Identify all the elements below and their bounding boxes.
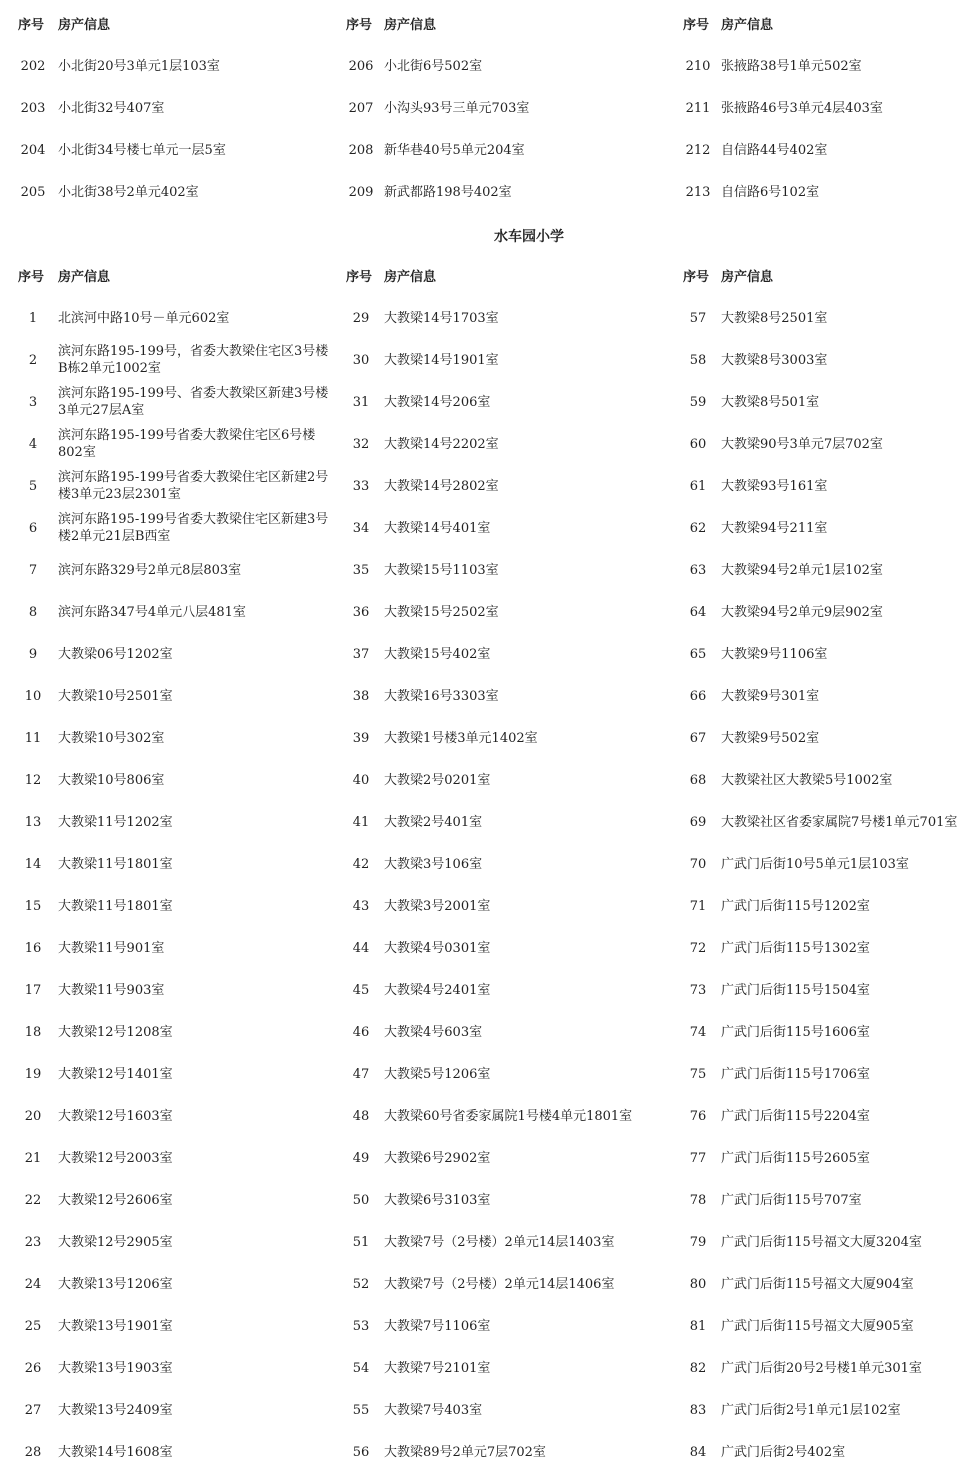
row-number: 4 (28, 437, 38, 452)
row-number: 50 (352, 1193, 370, 1208)
header-info-label: 房产信息 (58, 18, 111, 33)
row-number: 72 (689, 941, 707, 956)
property-info: 大教梁9号301室 (721, 689, 820, 704)
table-row (0, 1306, 976, 1348)
property-info: 大教梁90号3单元7层702室 (721, 437, 883, 452)
row-number: 83 (689, 1403, 707, 1418)
row-number: 68 (689, 773, 707, 788)
row-number: 67 (689, 731, 707, 746)
property-info: 自信路44号402室 (721, 143, 828, 158)
property-info: 大教梁13号1901室 (58, 1319, 173, 1334)
row-number: 69 (689, 815, 707, 830)
row-number: 1 (28, 311, 38, 326)
table-row (0, 844, 976, 886)
property-info: 大教梁16号3303室 (384, 689, 499, 704)
header-info-label: 房产信息 (384, 18, 437, 33)
header-num-label: 序号 (346, 270, 373, 285)
property-info: 大教梁7号（2号楼）2单元14层1403室 (384, 1235, 615, 1250)
property-info: 大教梁94号2单元1层102室 (721, 563, 883, 578)
row-number: 76 (689, 1109, 707, 1124)
row-number: 6 (28, 521, 38, 536)
property-info: 大教梁11号1202室 (58, 815, 173, 830)
row-number: 13 (24, 815, 42, 830)
table-row (0, 466, 976, 508)
row-number: 52 (352, 1277, 370, 1292)
property-info: 滨河东路195-199号、省委大教梁区新建3号楼3单元27层A室 (58, 386, 329, 418)
row-number: 39 (352, 731, 370, 746)
row-number: 202 (20, 59, 46, 74)
row-number: 80 (689, 1277, 707, 1292)
property-info: 广武门后街115号1706室 (721, 1067, 870, 1082)
property-info: 滨河东路195-199号省委大教梁住宅区6号楼802室 (58, 428, 316, 460)
row-number: 10 (24, 689, 42, 704)
row-number: 31 (352, 395, 370, 410)
property-info: 大教梁7号（2号楼）2单元14层1406室 (384, 1277, 615, 1292)
property-info: 大教梁6号3103室 (384, 1193, 491, 1208)
property-info: 大教梁14号2802室 (384, 479, 499, 494)
property-info: 大教梁12号1208室 (58, 1025, 173, 1040)
property-info: 小沟头93号三单元703室 (384, 101, 530, 116)
row-number: 84 (689, 1445, 707, 1460)
table-row (0, 970, 976, 1012)
property-info: 广武门后街115号707室 (721, 1193, 862, 1208)
header-num-label: 序号 (18, 270, 45, 285)
property-info: 广武门后街115号2204室 (721, 1109, 870, 1124)
table-row (0, 1432, 976, 1474)
table-row (0, 592, 976, 634)
row-number: 78 (689, 1193, 707, 1208)
property-info: 广武门后街115号福文大厦904室 (721, 1277, 914, 1292)
property-info: 大教梁13号1206室 (58, 1277, 173, 1292)
table-row (0, 802, 976, 844)
table-row (0, 1138, 976, 1180)
property-info: 滨河东路195-199号，省委大教梁住宅区3号楼B栋2单元1002室 (58, 344, 329, 376)
property-info: 广武门后街115号2605室 (721, 1151, 870, 1166)
row-number: 22 (24, 1193, 42, 1208)
property-info: 广武门后街115号1202室 (721, 899, 870, 914)
row-number: 79 (689, 1235, 707, 1250)
header-num-label: 序号 (683, 18, 710, 33)
row-number: 66 (689, 689, 707, 704)
row-number: 32 (352, 437, 370, 452)
property-info: 大教梁2号0201室 (384, 773, 491, 788)
table-row (0, 298, 976, 340)
property-info: 大教梁9号502室 (721, 731, 820, 746)
property-info: 广武门后街115号1606室 (721, 1025, 870, 1040)
header-info-label: 房产信息 (721, 18, 774, 33)
row-number: 2 (28, 353, 38, 368)
property-info: 大教梁94号211室 (721, 521, 828, 536)
row-number: 5 (28, 479, 38, 494)
row-number: 19 (24, 1067, 42, 1082)
header-info-label: 房产信息 (721, 270, 774, 285)
property-info: 大教梁10号806室 (58, 773, 165, 788)
header-num-label: 序号 (18, 18, 45, 33)
row-number: 30 (352, 353, 370, 368)
row-number: 73 (689, 983, 707, 998)
property-info: 滨河东路347号4单元八层481室 (58, 605, 246, 620)
row-number: 74 (689, 1025, 707, 1040)
row-number: 54 (352, 1361, 370, 1376)
table-row (0, 1264, 976, 1306)
property-info: 北滨河中路10号－单元602室 (58, 311, 230, 326)
property-info: 大教梁11号1801室 (58, 857, 173, 872)
property-info: 广武门后街115号福文大厦905室 (721, 1319, 914, 1334)
row-number: 65 (689, 647, 707, 662)
property-info: 大教梁5号1206室 (384, 1067, 491, 1082)
table-row (0, 130, 976, 172)
row-number: 206 (348, 59, 374, 74)
row-number: 46 (352, 1025, 370, 1040)
property-info: 小北街32号407室 (58, 101, 165, 116)
property-info: 大教梁11号903室 (58, 983, 165, 998)
row-number: 56 (352, 1445, 370, 1460)
table-row (0, 46, 976, 88)
row-number: 81 (689, 1319, 707, 1334)
property-info: 大教梁12号2003室 (58, 1151, 173, 1166)
section1-header-row (0, 4, 976, 46)
row-number: 213 (685, 185, 711, 200)
table-row (0, 88, 976, 130)
property-info: 大教梁11号901室 (58, 941, 165, 956)
row-number: 16 (24, 941, 42, 956)
row-number: 59 (689, 395, 707, 410)
row-number: 8 (28, 605, 38, 620)
row-number: 55 (352, 1403, 370, 1418)
row-number: 17 (24, 983, 42, 998)
row-number: 71 (689, 899, 707, 914)
property-info: 大教梁12号2606室 (58, 1193, 173, 1208)
property-info: 大教梁94号2单元9层902室 (721, 605, 883, 620)
property-info: 大教梁9号1106室 (721, 647, 828, 662)
property-info: 大教梁3号2001室 (384, 899, 491, 914)
property-info: 大教梁10号302室 (58, 731, 165, 746)
property-info: 小北街6号502室 (384, 59, 483, 74)
table-row (0, 634, 976, 676)
property-info: 大教梁4号0301室 (384, 941, 491, 956)
property-info: 大教梁13号2409室 (58, 1403, 173, 1418)
row-number: 45 (352, 983, 370, 998)
row-number: 43 (352, 899, 370, 914)
row-number: 27 (24, 1403, 42, 1418)
property-info: 张掖路46号3单元4层403室 (721, 101, 883, 116)
property-info: 大教梁12号1603室 (58, 1109, 173, 1124)
property-info: 广武门后街115号福文大厦3204室 (721, 1235, 922, 1250)
row-number: 20 (24, 1109, 42, 1124)
header-num-label: 序号 (683, 270, 710, 285)
property-info: 大教梁7号403室 (384, 1403, 483, 1418)
table-row (0, 340, 976, 382)
property-info: 大教梁3号106室 (384, 857, 483, 872)
property-info: 大教梁10号2501室 (58, 689, 173, 704)
table-row (0, 718, 976, 760)
row-number: 75 (689, 1067, 707, 1082)
property-info: 大教梁14号401室 (384, 521, 491, 536)
property-info: 大教梁15号402室 (384, 647, 491, 662)
row-number: 29 (352, 311, 370, 326)
property-info: 大教梁11号1801室 (58, 899, 173, 914)
row-number: 77 (689, 1151, 707, 1166)
row-number: 21 (24, 1151, 42, 1166)
table-row (0, 928, 976, 970)
property-info: 大教梁4号2401室 (384, 983, 491, 998)
header-num-label: 序号 (346, 18, 373, 33)
property-info: 新华巷40号5单元204室 (384, 143, 525, 158)
row-number: 207 (348, 101, 374, 116)
table-row (0, 1096, 976, 1138)
row-number: 24 (24, 1277, 42, 1292)
row-number: 53 (352, 1319, 370, 1334)
header-info-label: 房产信息 (58, 270, 111, 285)
table-row (0, 1054, 976, 1096)
property-info: 大教梁社区省委家属院7号楼1单元701室 (721, 815, 958, 830)
row-number: 204 (20, 143, 46, 158)
row-number: 203 (20, 101, 46, 116)
row-number: 210 (685, 59, 711, 74)
property-info: 大教梁12号1401室 (58, 1067, 173, 1082)
row-number: 3 (28, 395, 38, 410)
row-number: 11 (24, 731, 42, 746)
row-number: 48 (352, 1109, 370, 1124)
row-number: 208 (348, 143, 374, 158)
row-number: 58 (689, 353, 707, 368)
table-row (0, 508, 976, 550)
row-number: 82 (689, 1361, 707, 1376)
row-number: 35 (352, 563, 370, 578)
row-number: 211 (685, 101, 711, 116)
row-number: 33 (352, 479, 370, 494)
property-info: 大教梁15号2502室 (384, 605, 499, 620)
property-info: 大教梁7号1106室 (384, 1319, 491, 1334)
table-row (0, 760, 976, 802)
property-info: 广武门后街2号1单元1层102室 (721, 1403, 901, 1418)
property-info: 广武门后街115号1302室 (721, 941, 870, 956)
property-info: 滨河东路195-199号省委大教梁住宅区新建3号楼2单元21层B西室 (58, 512, 329, 544)
property-info: 大教梁7号2101室 (384, 1361, 491, 1376)
row-number: 212 (685, 143, 711, 158)
property-info: 广武门后街2号402室 (721, 1445, 846, 1460)
property-info: 大教梁14号2202室 (384, 437, 499, 452)
property-info: 小北街38号2单元402室 (58, 185, 199, 200)
property-info: 大教梁社区大教梁5号1002室 (721, 773, 893, 788)
row-number: 63 (689, 563, 707, 578)
row-number: 205 (20, 185, 46, 200)
property-info: 大教梁14号206室 (384, 395, 491, 410)
row-number: 51 (352, 1235, 370, 1250)
table-row (0, 550, 976, 592)
section-title: 水车园小学 (494, 229, 564, 245)
row-number: 57 (689, 311, 707, 326)
row-number: 47 (352, 1067, 370, 1082)
property-info: 小北街20号3单元1层103室 (58, 59, 220, 74)
row-number: 62 (689, 521, 707, 536)
table-row (0, 676, 976, 718)
table-row (0, 172, 976, 214)
row-number: 36 (352, 605, 370, 620)
table-row (0, 424, 976, 466)
property-info: 大教梁14号1703室 (384, 311, 499, 326)
property-info: 大教梁15号1103室 (384, 563, 499, 578)
row-number: 18 (24, 1025, 42, 1040)
section2-header-row (0, 256, 976, 298)
property-info: 大教梁1号楼3单元1402室 (384, 731, 538, 746)
row-number: 12 (24, 773, 42, 788)
row-number: 64 (689, 605, 707, 620)
row-number: 14 (24, 857, 42, 872)
property-info: 大教梁60号省委家属院1号楼4单元1801室 (384, 1109, 633, 1124)
property-info: 大教梁2号401室 (384, 815, 483, 830)
row-number: 44 (352, 941, 370, 956)
property-info: 广武门后街10号5单元1层103室 (721, 857, 909, 872)
property-info: 大教梁93号161室 (721, 479, 828, 494)
table-row (0, 382, 976, 424)
table-row (0, 886, 976, 928)
table-row (0, 1222, 976, 1264)
row-number: 26 (24, 1361, 42, 1376)
row-number: 37 (352, 647, 370, 662)
row-number: 40 (352, 773, 370, 788)
property-info: 滨河东路329号2单元8层803室 (58, 563, 242, 578)
row-number: 23 (24, 1235, 42, 1250)
row-number: 70 (689, 857, 707, 872)
property-info: 大教梁12号2905室 (58, 1235, 173, 1250)
property-info: 广武门后街20号2号楼1单元301室 (721, 1361, 922, 1376)
property-info: 大教梁8号501室 (721, 395, 820, 410)
row-number: 61 (689, 479, 707, 494)
table-row (0, 1390, 976, 1432)
row-number: 41 (352, 815, 370, 830)
property-info: 大教梁14号1608室 (58, 1445, 173, 1460)
property-info: 小北街34号楼七单元一层5室 (58, 143, 226, 158)
row-number: 25 (24, 1319, 42, 1334)
row-number: 34 (352, 521, 370, 536)
row-number: 7 (28, 563, 38, 578)
property-info: 大教梁8号3003室 (721, 353, 828, 368)
property-info: 大教梁89号2单元7层702室 (384, 1445, 546, 1460)
property-info: 滨河东路195-199号省委大教梁住宅区新建2号楼3单元23层2301室 (58, 470, 329, 502)
row-number: 38 (352, 689, 370, 704)
table-row (0, 1012, 976, 1054)
row-number: 9 (28, 647, 38, 662)
header-info-label: 房产信息 (384, 270, 437, 285)
property-info: 新武都路198号402室 (384, 185, 512, 200)
property-info: 大教梁4号603室 (384, 1025, 483, 1040)
property-info: 大教梁06号1202室 (58, 647, 173, 662)
row-number: 209 (348, 185, 374, 200)
row-number: 49 (352, 1151, 370, 1166)
table-row (0, 1348, 976, 1390)
row-number: 60 (689, 437, 707, 452)
table-row (0, 1180, 976, 1222)
property-info: 大教梁13号1903室 (58, 1361, 173, 1376)
property-info: 大教梁14号1901室 (384, 353, 499, 368)
property-info: 大教梁6号2902室 (384, 1151, 491, 1166)
row-number: 42 (352, 857, 370, 872)
row-number: 15 (24, 899, 42, 914)
property-info: 大教梁8号2501室 (721, 311, 828, 326)
property-info: 广武门后街115号1504室 (721, 983, 870, 998)
property-info: 自信路6号102室 (721, 185, 820, 200)
property-info: 张掖路38号1单元502室 (721, 59, 862, 74)
row-number: 28 (24, 1445, 42, 1460)
